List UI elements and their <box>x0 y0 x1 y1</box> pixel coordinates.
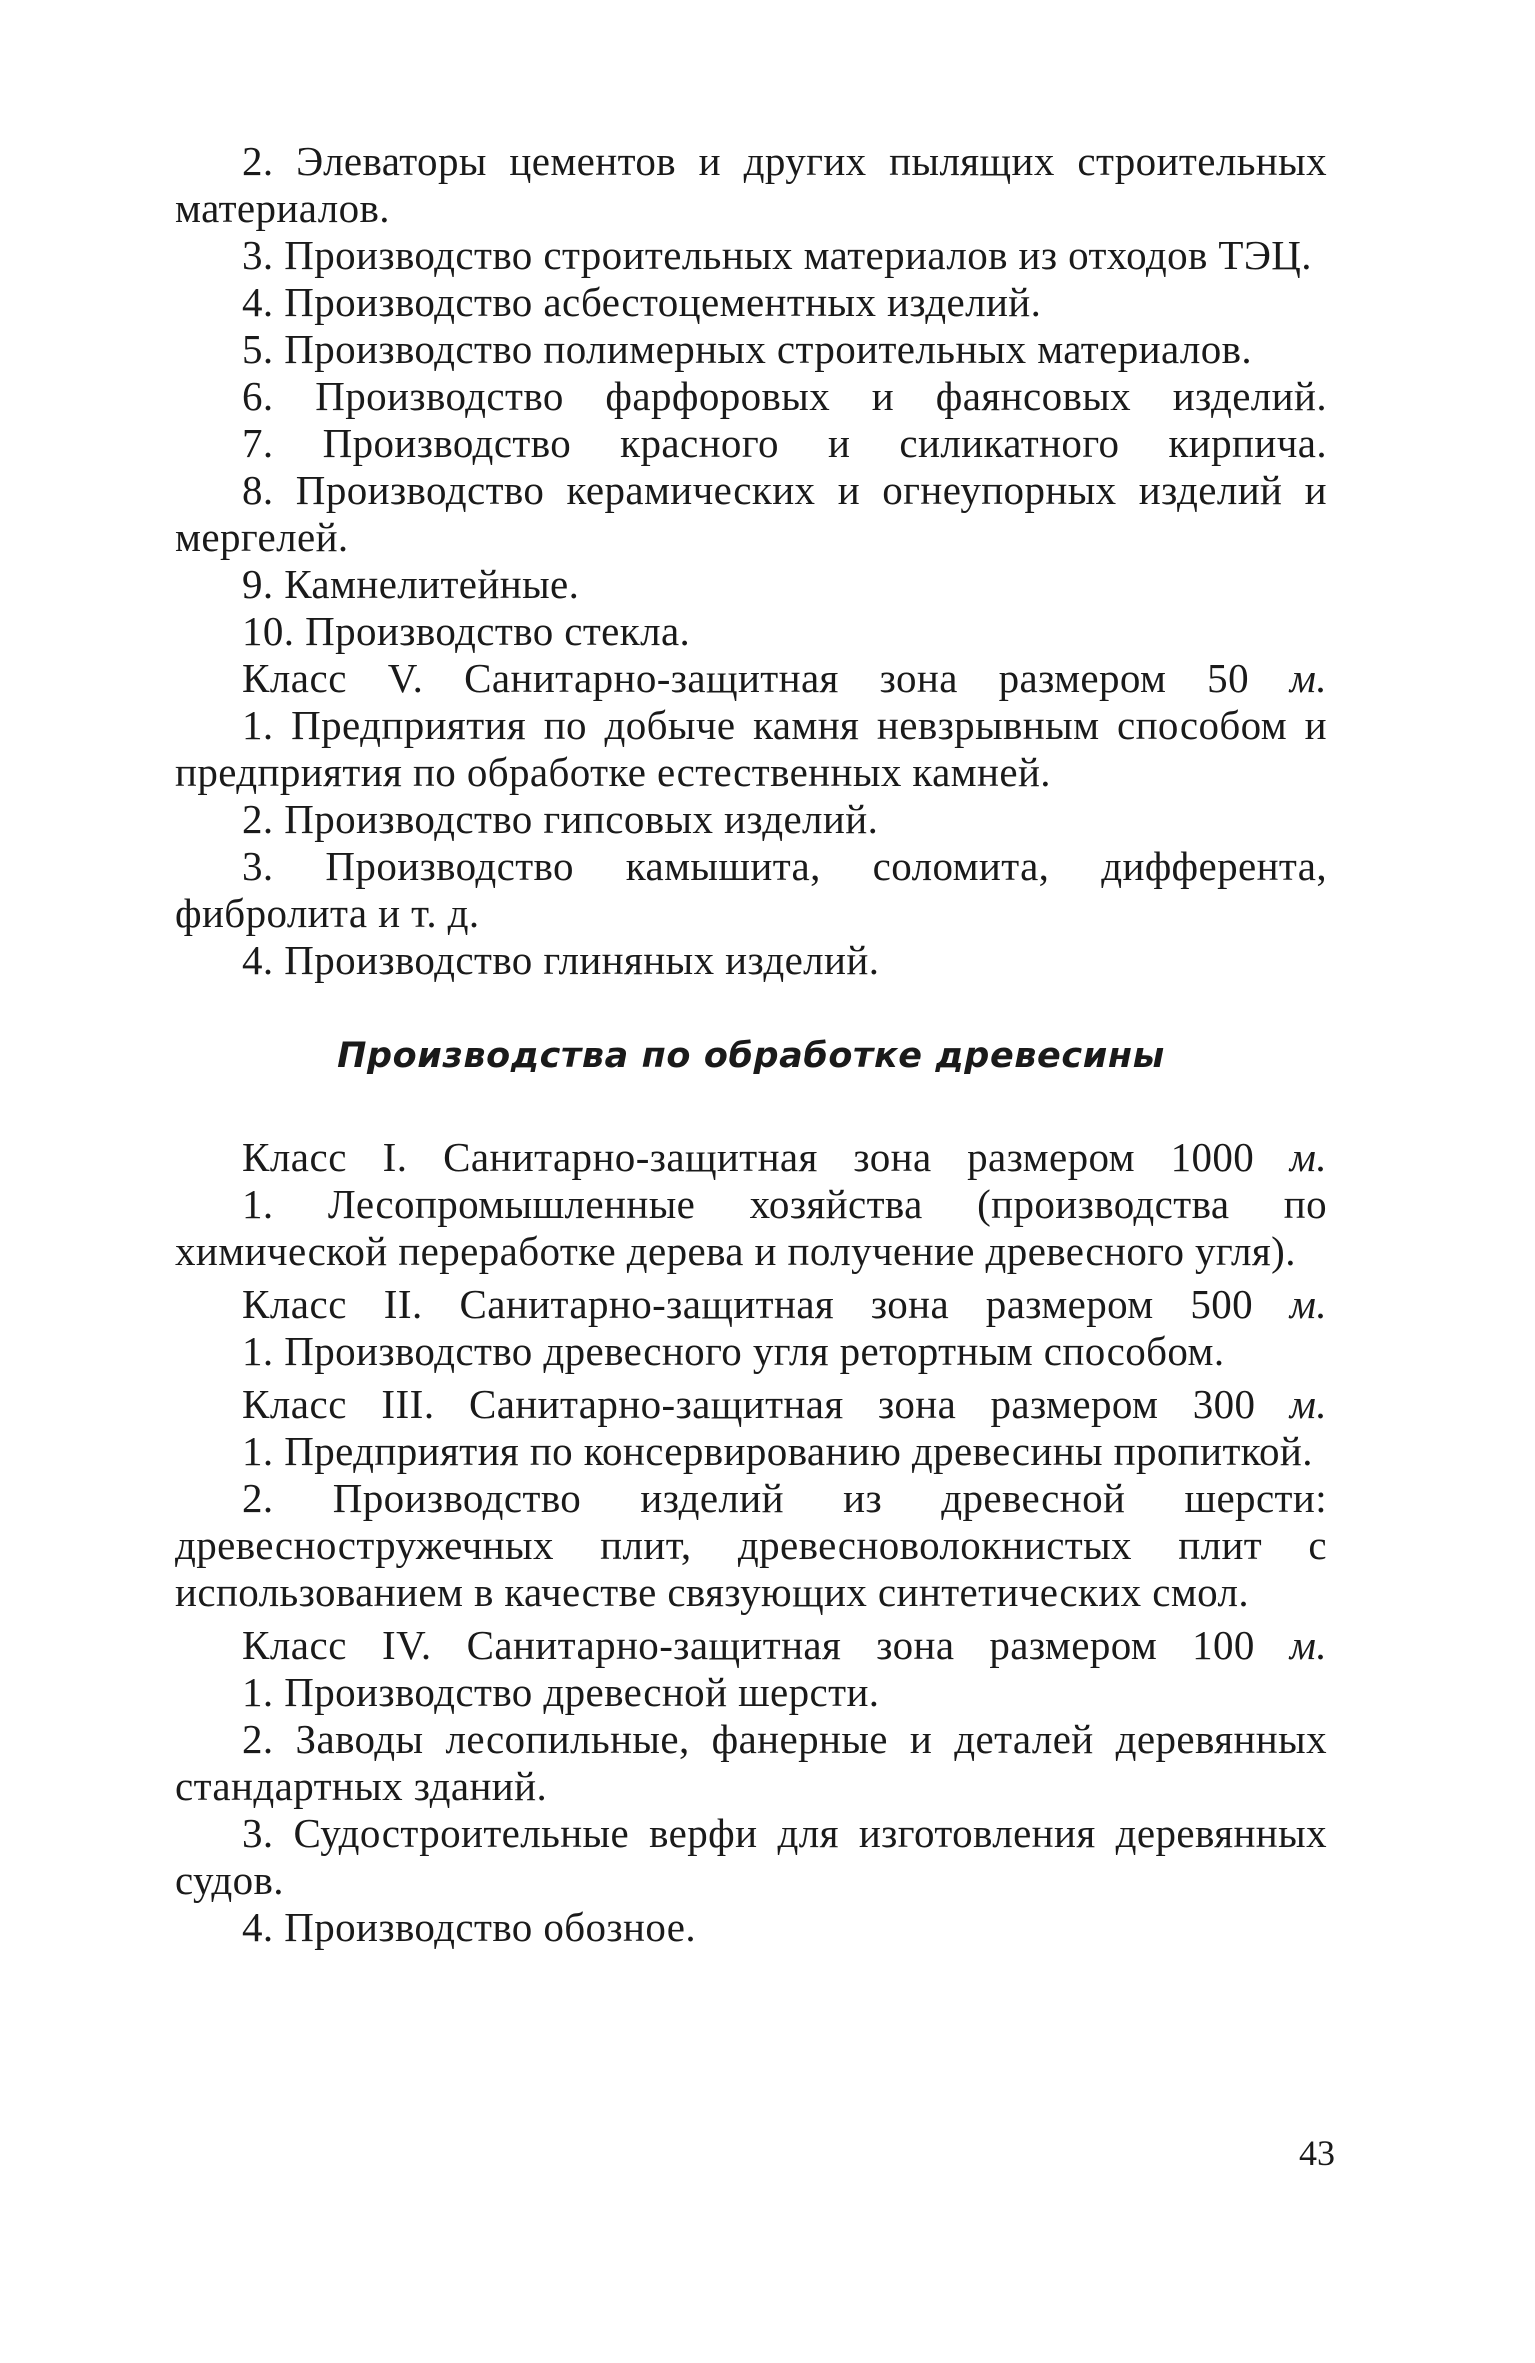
list-item: 3. Судостроительные верфи для изготовления деревянных судов. <box>175 1810 1327 1903</box>
list-item: 10. Производство стекла. <box>242 608 691 654</box>
list-item: 8. Производство керамических и огнеупорных изделий и мергелей. <box>175 467 1327 560</box>
list-item: 2. Заводы лесопильные, фанерные и деталей деревянных стандартных зданий. <box>175 1716 1327 1809</box>
list-item: 4. Производство глиняных изделий. <box>242 937 880 983</box>
class-v-heading <box>175 655 1327 702</box>
unit-text: м. <box>1289 655 1327 701</box>
class-iii-heading <box>175 1381 1327 1428</box>
list-item: 3. Производство камышита, соломита, дифферента, фибролита и т. д. <box>175 843 1327 936</box>
list-item: 3. Производство строительных материалов из отходов ТЭЦ. <box>242 232 1312 278</box>
list-item: 4. Производство асбестоцементных изделий. <box>242 279 1042 325</box>
zone-text: Санитарно-защитная зона размером 100 <box>466 1622 1255 1668</box>
zone-text: Санитарно-защитная зона размером 300 <box>468 1381 1256 1427</box>
page-number: 43 <box>1299 2133 1335 2173</box>
list-item: 1. Лесопромышленные хозяйства (производства по химической переработке дерева и получение древесного угля). <box>175 1181 1327 1274</box>
list-item: 2. Производство изделий из древесной шерсти: древесностружечных плит, древесноволокнистых плит с использованием в качестве связующих синтетических смол. <box>175 1475 1327 1615</box>
unit-text: м. <box>1289 1381 1328 1427</box>
unit-text: м. <box>1289 1281 1328 1327</box>
class-i-heading <box>175 1134 1327 1181</box>
unit-text: м. <box>1289 1134 1327 1180</box>
section-title: Производства по обработке древесины <box>337 1036 1165 1076</box>
list-item: 4. Производство обозное. <box>242 1904 696 1950</box>
list-item: 1. Производство древесной шерсти. <box>242 1669 880 1715</box>
list-item: 1. Производство древесного угля ретортным способом. <box>242 1328 1225 1374</box>
class-ii-heading <box>175 1281 1327 1328</box>
zone-text: Санитарно-защитная зона размером 500 <box>459 1281 1254 1327</box>
class-label: Класс II. <box>242 1281 423 1327</box>
list-item: 1. Предприятия по добыче камня невзрывным способом и предприятия по обработке естественных камней. <box>175 702 1327 795</box>
list-item: 2. Производство гипсовых изделий. <box>242 796 879 842</box>
list-item: 7. Производство красного и силикатного кирпича. <box>242 420 1327 466</box>
unit-text: м. <box>1289 1622 1327 1668</box>
page-body <box>175 138 1327 1951</box>
list-item: 1. Предприятия по консервированию древесины пропиткой. <box>242 1428 1313 1474</box>
list-item: 5. Производство полимерных строительных материалов. <box>242 326 1253 372</box>
zone-text: Санитарно-защитная зона размером 50 <box>464 655 1249 701</box>
spacer <box>175 984 1327 1034</box>
spacer <box>175 1078 1327 1134</box>
zone-text: Санитарно-защитная зона размером 1000 <box>443 1134 1255 1180</box>
class-label: Класс IV. <box>242 1622 432 1668</box>
class-label: Класс I. <box>242 1134 408 1180</box>
class-iv-heading <box>175 1622 1327 1669</box>
list-item: 9. Камнелитейные. <box>242 561 580 607</box>
class-label: Класс III. <box>242 1381 435 1427</box>
class-label: Класс V. <box>242 655 424 701</box>
list-item: 2. Элеваторы цементов и других пылящих строительных материалов. <box>175 138 1327 231</box>
list-item: 6. Производство фарфоровых и фаянсовых изделий. <box>242 373 1327 419</box>
